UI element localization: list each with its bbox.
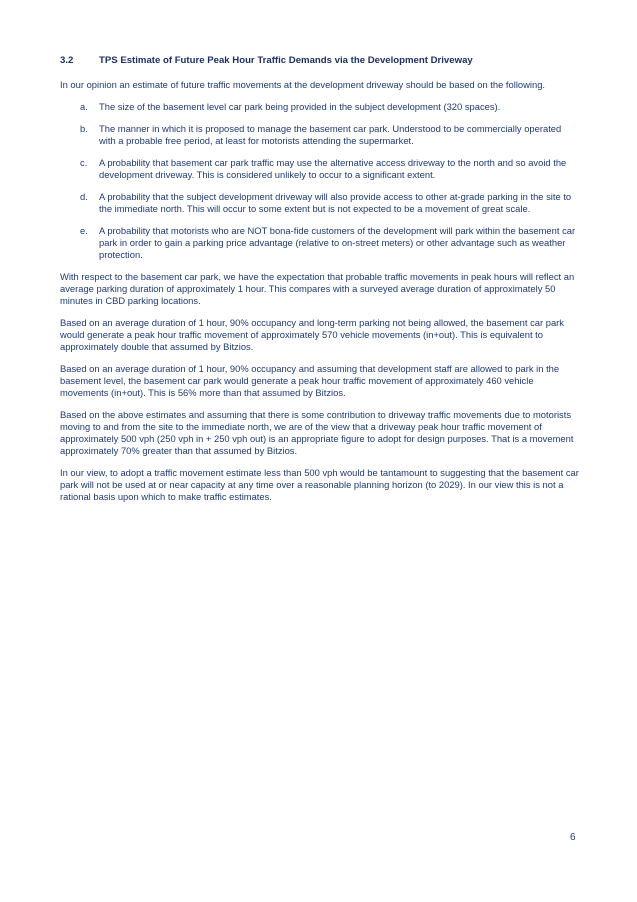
section-number: 3.2 — [60, 55, 74, 66]
list-marker: a. — [80, 101, 88, 112]
list-item — [60, 225, 580, 261]
list-item — [60, 157, 580, 181]
body-paragraph: Based on the above estimates and assuming that there is some contribution to driveway traffic movements due to motorists moving to and from the site to the immediate north, we are of the view that a driveway peak hour traffic movement of approximately 500 vph (250 vph in + 250 vph out) is an appropriate figure to adopt for design purposes. That is a movement approximately 70% greater than that assumed by Bitzios. — [60, 409, 574, 456]
section-heading — [60, 55, 580, 66]
page-number: 6 — [570, 832, 576, 843]
list-marker: b. — [80, 123, 88, 134]
body-paragraph: Based on an average duration of 1 hour, 90% occupancy and assuming that development staff are allowed to park in the basement level, the basement car park would generate a peak hour traffic movement of approximately 460 vehicle movements (in+out). This is 56% more than that assumed by Bitzios. — [60, 363, 560, 398]
body-paragraph: In our view, to adopt a traffic movement estimate less than 500 vph would be tantamount to suggesting that the basement car park will not be used at or near capacity at any time over a reasonable planning horizon (to 2029). In our view this is not a rational basis upon which to make traffic estimates. — [60, 467, 579, 502]
criteria-list — [60, 101, 580, 261]
list-item-text: A probability that the subject development driveway will also provide access to other at-grade parking in the site to the immediate north. This will occur to some extent but is not expected to be a movement of great scale. — [99, 191, 572, 214]
list-item — [60, 123, 580, 147]
body-paragraph: Based on an average duration of 1 hour, 90% occupancy and long-term parking not being allowed, the basement car park would generate a peak hour traffic movement of approximately 570 vehicle movements (in+out). This is equivalent to approximately double that assumed by Bitzios. — [60, 317, 564, 352]
list-marker: c. — [80, 157, 88, 168]
list-item-text: The manner in which it is proposed to manage the basement car park. Understood to be commercially operated with a probable free period, at least for motorists attending the supermarket. — [99, 123, 562, 146]
list-item-text: A probability that motorists who are NOT bona-fide customers of the development will park within the basement car park in order to gain a parking price advantage (relative to on-street meters) or other advantage such as weather protection. — [99, 225, 576, 260]
list-item-text: A probability that basement car park traffic may use the alternative access driveway to the north and so avoid the development driveway. This is considered unlikely to occur to a significant extent. — [99, 157, 567, 180]
body-paragraph: With respect to the basement car park, we have the expectation that probable traffic movements in peak hours will reflect an average parking duration of approximately 1 hour. This compares with a surveyed average duration of approximately 50 minutes in CBD parking locations. — [60, 271, 575, 306]
list-item — [60, 191, 580, 215]
list-item-text: The size of the basement level car park being provided in the subject development (320 spaces). — [99, 101, 501, 112]
list-marker: d. — [80, 191, 88, 202]
list-item — [60, 101, 580, 113]
document-page — [60, 55, 580, 513]
list-marker: e. — [80, 225, 88, 236]
intro-paragraph: In our opinion an estimate of future traffic movements at the development driveway should be based on the following. — [60, 79, 546, 90]
section-title: TPS Estimate of Future Peak Hour Traffic Demands via the Development Driveway — [99, 55, 473, 66]
